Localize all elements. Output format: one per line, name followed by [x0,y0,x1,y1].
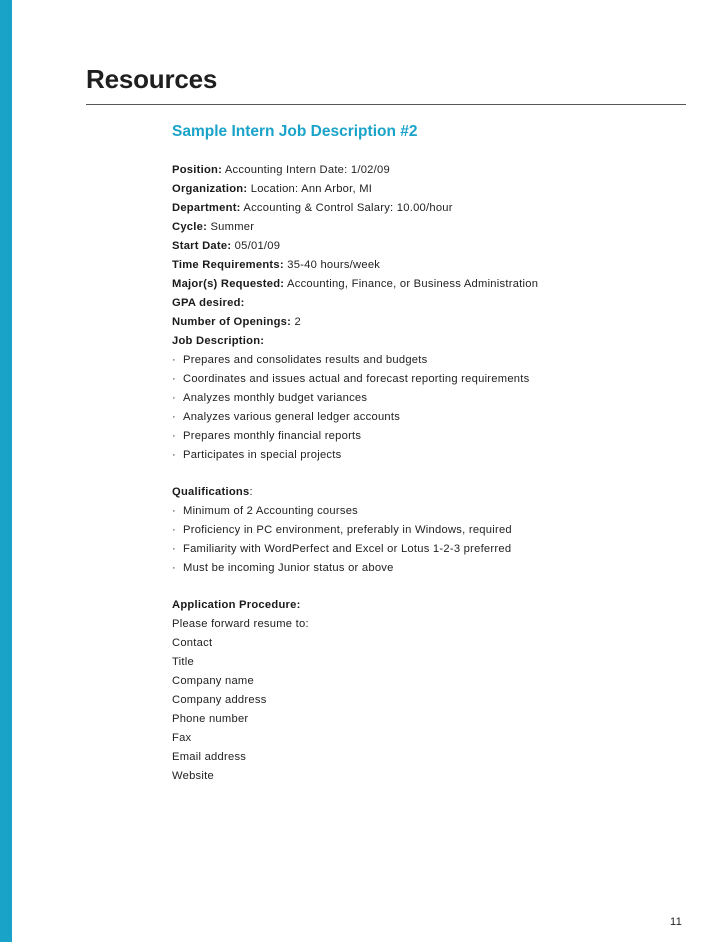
time-requirements-label: Time Requirements: [172,259,284,271]
spacer [172,578,692,596]
bullet-icon: · [172,411,176,423]
bullet-icon: · [172,392,176,404]
majors-label: Major(s) Requested: [172,278,285,290]
job-description [172,122,692,786]
start-date-value: 05/01/09 [231,240,281,252]
application-line: Website [172,770,214,782]
organization-line [172,180,692,199]
qualifications-line [172,483,692,502]
start-date-label: Start Date: [172,240,232,252]
majors-line [172,275,692,294]
list-item-text: Analyzes monthly budget variances [183,392,368,404]
bullet-icon: · [172,543,176,555]
list-item [172,408,692,427]
cycle-value: Summer [207,221,255,233]
position-label: Position: [172,164,223,176]
list-item [172,446,692,465]
application-line: Fax [172,732,192,744]
application-line: Phone number [172,713,249,725]
qualifications-colon: : [249,486,253,498]
application-procedure-label: Application Procedure: [172,599,301,611]
application-line: Email address [172,751,247,763]
list-item-text: Coordinates and issues actual and forecast reporting requirements [183,373,530,385]
cycle-line [172,218,692,237]
openings-line [172,313,692,332]
page-number: 11 [670,916,683,928]
list-item [172,540,692,559]
application-line: Title [172,656,194,668]
qualifications-label: Qualifications [172,486,250,498]
bullet-icon: · [172,524,176,536]
section-title: Resources [86,64,218,94]
list-item-text: Participates in special projects [183,449,342,461]
list-item-text: Familiarity with WordPerfect and Excel or Lotus 1-2-3 preferred [183,543,512,555]
application-line: Please forward resume to: [172,618,309,630]
bullet-icon: · [172,562,176,574]
application-line: Company name [172,675,254,687]
gpa-line [172,294,692,313]
application-line: Company address [172,694,267,706]
list-item-text: Proficiency in PC environment, preferably in Windows, required [183,524,512,536]
job-description-line [172,332,692,351]
title-divider [86,104,686,105]
list-item-text: Prepares and consolidates results and budgets [183,354,428,366]
bullet-icon: · [172,430,176,442]
gpa-label: GPA desired: [172,297,245,309]
list-item [172,502,692,521]
position-line [172,161,692,180]
job-description-label: Job Description: [172,335,265,347]
openings-value: 2 [291,316,301,328]
list-item [172,351,692,370]
list-item [172,370,692,389]
bullet-icon: · [172,505,176,517]
time-requirements-value: 35-40 hours/week [283,259,381,271]
spacer [172,465,692,483]
department-label: Department: [172,202,241,214]
list-item [172,559,692,578]
department-line [172,199,692,218]
bullet-icon: · [172,354,176,366]
openings-label: Number of Openings: [172,316,292,328]
list-item-text: Prepares monthly financial reports [183,430,362,442]
time-requirements-line [172,256,692,275]
organization-value: Location: Ann Arbor, MI [247,183,373,195]
list-item-text: Minimum of 2 Accounting courses [183,505,359,517]
list-item [172,427,692,446]
list-item-text: Analyzes various general ledger accounts [183,411,401,423]
side-accent-bar [0,0,12,942]
department-value: Accounting & Control Salary: 10.00/hour [240,202,453,214]
organization-label: Organization: [172,183,248,195]
application-procedure-line [172,596,692,615]
application-line: Contact [172,637,213,649]
list-item-text: Must be incoming Junior status or above [183,562,394,574]
document-title: Sample Intern Job Description #2 [172,123,418,140]
majors-value: Accounting, Finance, or Business Administration [284,278,539,290]
bullet-icon: · [172,449,176,461]
start-date-line [172,237,692,256]
cycle-label: Cycle: [172,221,208,233]
bullet-icon: · [172,373,176,385]
list-item [172,389,692,408]
position-value: Accounting Intern Date: 1/02/09 [222,164,390,176]
list-item [172,521,692,540]
